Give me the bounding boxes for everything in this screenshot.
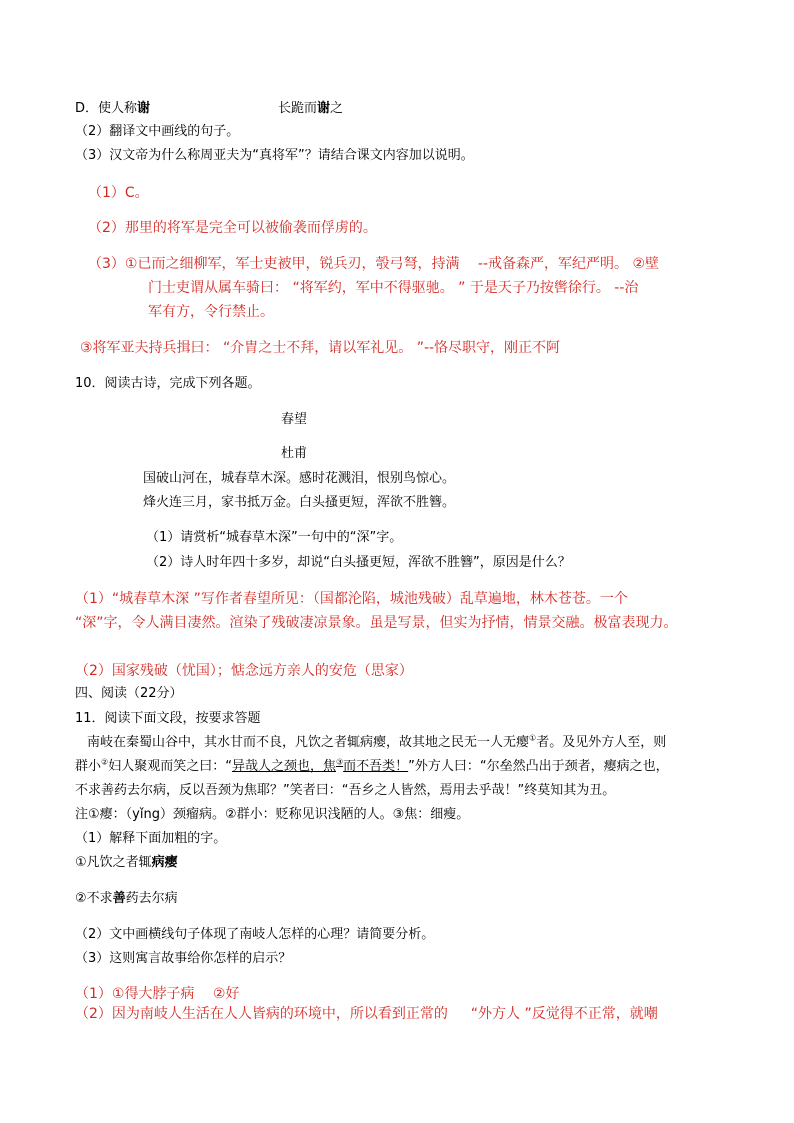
underlined-sentence: 异哉人之颈也，焦 bbox=[231, 759, 336, 774]
poem-line-2: 烽火连三月，家书抵万金。白头搔更短，浑欲不胜簪。 bbox=[143, 495, 456, 510]
poem-author: 杜甫 bbox=[281, 446, 308, 461]
q11-answer-2: （2）因为南岐人生活在人人皆病的环境中，所以看到正常的 “外方人 ”反觉得不正常，就嘲 bbox=[75, 1006, 658, 1022]
q10-sub-question-2: （2）诗人时年四十多岁，却说“白头搔更短，浑欲不胜簪”，原因是什么？ bbox=[146, 555, 571, 570]
poem-title: 春望 bbox=[281, 412, 308, 427]
q10-header: 10．阅读古诗，完成下列各题。 bbox=[75, 376, 261, 391]
q9-answer-3-line-2: 门士吏谓从属车骑曰： “将军约，军中不得驱驰。 ” 于是天子乃按辔徐行。 --治 bbox=[148, 280, 639, 296]
q11-header: 11．阅读下面文段，按要求答题 bbox=[75, 711, 261, 726]
q9-answer-3-line-3: 军有方，令行禁止。 bbox=[148, 304, 274, 320]
q11-answer-1: （1）①得大脖子病 ②好 bbox=[75, 986, 240, 1002]
passage-line-2: 群小②妇人聚观而笑之曰：“异哉人之颈也，焦③而不吾类！”外方人曰：“尔垒然凸出于颈者，瘿病之也， bbox=[75, 757, 669, 774]
q9-answer-1: （1）C。 bbox=[88, 185, 149, 201]
q10-answer-1-line-2: “深”字，令人满目凄然。渲染了残破凄凉景象。虽是写景，但实为抒情，情景交融。极富表现力。 bbox=[75, 615, 678, 631]
q9-answer-3-line-4: ③将军亚夫持兵揖曰： “介胄之士不拜，请以军礼见。 ”--恪尽职守，刚正不阿 bbox=[80, 340, 561, 356]
q9-answer-3-line-1: （3）①已而之细柳军，军士吏被甲，锐兵刃，彀弓弩，持满 --戒备森严，军纪严明。 ②壁 bbox=[88, 256, 660, 272]
q11-sub1-item-1: ①凡饮之者辄病瘿 bbox=[75, 855, 178, 870]
passage-line-1: 南岐在秦蜀山谷中，其水甘而不良，凡饮之者辄病瘿，故其地之民无一人无瘿①者。及见外方人至，则 bbox=[87, 733, 667, 750]
section-4-header: 四、阅读（22分） bbox=[75, 686, 183, 701]
q11-sub-question-1: （1）解释下面加粗的字。 bbox=[75, 831, 227, 846]
poem-line-1: 国破山河在，城春草木深。感时花溅泪，恨别鸟惊心。 bbox=[143, 471, 456, 486]
q11-sub1-item-2: ②不求善药去尔病 bbox=[75, 891, 178, 906]
q9-answer-2: （2）那里的将军是完全可以被偷袭而俘虏的。 bbox=[88, 220, 377, 236]
q9-option-d: D．使人称谢 bbox=[75, 101, 151, 116]
q10-answer-1-line-1: （1）“城春草木深 ”写作者春望所见：（国都沦陷，城池残破）乱草遍地，林木苍苍。一个 bbox=[75, 591, 628, 607]
q9-option-d-second: 长跪而谢之 bbox=[278, 101, 344, 116]
q10-sub-question-1: （1）请赏析“城春草木深”一句中的“深”字。 bbox=[146, 530, 403, 545]
q11-sub-question-3: （3）这则寓言故事给你怎样的启示？ bbox=[75, 951, 292, 966]
q11-sub-question-2: （2）文中画横线句子体现了南岐人怎样的心理？请简要分析。 bbox=[75, 927, 435, 942]
q10-answer-2: （2）国家残破（忧国）；惦念远方亲人的安危（思家） bbox=[75, 663, 413, 679]
passage-note: 注①瘿：（yǐng）颈瘤病。②群小：贬称见识浅陋的人。③焦：细瘦。 bbox=[75, 807, 470, 822]
passage-line-3: 不求善药去尔病，反以吾颈为焦耶？”笑者曰：“吾乡之人皆然，焉用去乎哉！”终莫知其为丑。 bbox=[75, 783, 616, 798]
q9-sub-question-2: （2）翻译文中画线的句子。 bbox=[75, 124, 240, 139]
q9-sub-question-3: （3）汉文帝为什么称周亚夫为“真将军”？请结合课文内容加以说明。 bbox=[75, 148, 474, 163]
